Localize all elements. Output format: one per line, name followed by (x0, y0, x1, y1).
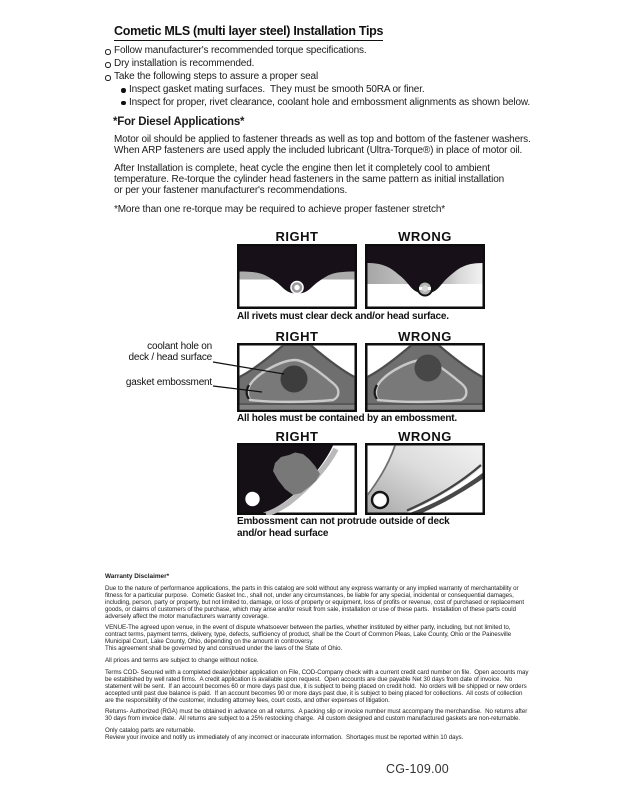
hole-wrong-diagram (365, 343, 485, 412)
legal-paragraph-6 (105, 727, 463, 741)
rivet-right-diagram (237, 244, 357, 309)
sub-tip-text: Inspect for proper, rivet clearance, coolant hole and embossment alignments as shown below. (129, 96, 531, 108)
embossment-right-diagram (237, 443, 357, 515)
tip-text: Take the following steps to assure a proper seal (114, 71, 319, 82)
legal-line: 30 days from invoice date. All returns are subject to a 25% restocking charge. All custom designed and custom manufactured gaskets are non-returnable. (105, 715, 521, 722)
callout-line: coolant hole on (147, 341, 212, 352)
bullet-icon (105, 75, 111, 81)
legal-line: are the responsibility of the customer, including attorney fees, court costs, and other expenses of litigation. (105, 697, 390, 704)
callout-gasket-embossment (100, 378, 212, 389)
legal-line: Review your invoice and notify us immediately of any incorrect or inaccurate information. Shortages must be reported within 10 days. (105, 734, 464, 741)
callout-coolant-hole (100, 342, 212, 363)
bullet-icon (105, 49, 111, 55)
paragraph-line: Motor oil should be applied to fastener threads as well as top and bottom of the fastener washers. (114, 134, 531, 145)
bullet-icon (105, 62, 111, 68)
diesel-paragraph-1 (114, 134, 531, 156)
coolant-hole (415, 355, 442, 382)
legal-line: be established by well rated firms. A credit application is available upon request. Open accounts are due payable Net 30 days from date of invoice. No (105, 676, 513, 683)
legal-line: Due to the nature of performance applications, the parts in this catalog are sold without any express warranty or any implied warranty of merchantability or (105, 585, 519, 592)
legal-line: including, person, party or property, but not limited to, damage, or loss of property or equipment, loss of profits or revenue, cost of purchased or replacement (105, 599, 525, 606)
legal-paragraph-1 (105, 585, 524, 620)
fig3-wrong-label: WRONG (398, 429, 452, 444)
diesel-paragraph-3 (114, 204, 445, 215)
caption-line: Embossment can not protrude outside of deck (237, 516, 450, 527)
fig2-wrong-label: WRONG (398, 329, 452, 344)
legal-line: All prices and terms are subject to change without notice. (105, 657, 259, 664)
legal-paragraph-4 (105, 669, 528, 704)
paragraph-line: or per your fastener manufacturer's recommendations. (114, 185, 348, 197)
legal-line: adversely affect the motor manufacturers warranty coverage. (105, 613, 269, 620)
fig1-right-label: RIGHT (275, 229, 319, 244)
legal-line: Terms COD- Secured with a completed dealer/jobber application on File, COD-Company check with a current credit card number on file. Open accounts may (105, 669, 529, 676)
legal-line: contract terms, payment terms, delivery, type, defects, sufficiency of product, shall be the Court of Common Pleas, Lake County, Ohio or the Painesville (105, 631, 512, 638)
legal-heading: Warranty Disclaimer* (105, 573, 170, 580)
rivet-wrong-diagram (365, 244, 485, 309)
fig1-wrong-label: WRONG (398, 229, 452, 244)
paragraph-line: When ARP fasteners are used apply the included lubricant (Ultra-Torque®) in place of motor oil. (114, 145, 523, 157)
bolt-hole (372, 492, 388, 508)
legal-paragraph-3 (105, 657, 259, 664)
sub-tip-text: Inspect gasket mating surfaces. They must be smooth 50RA or finer. (129, 84, 425, 95)
paragraph-line: *More than one re-torque may be required to achieve proper fastener stretch* (114, 204, 446, 215)
embossment-wrong-diagram (365, 443, 485, 515)
legal-line: Only catalog parts are returnable. (105, 727, 196, 734)
legal-line: Municipal Court, Lake County, Ohio, depending on the amount in controversy. (105, 638, 314, 645)
bolt-hole (245, 492, 259, 506)
callout-line: deck / head surface (128, 351, 212, 363)
page-title: Cometic MLS (multi layer steel) Installation Tips (114, 24, 383, 41)
legal-line: This agreement shall be governed by and construed under the laws of the State of Ohio. (105, 645, 343, 652)
legal-line: goods, or claims of customers of the purchase, which may arise and/or result from sale, installation or use of these parts. Installation of these parts could (105, 606, 516, 613)
legal-line: Returns- Authorized (RGA) must be obtained in advance on all returns. A packing slip or invoice number must accompany the merchandise. No returns after (105, 708, 528, 715)
fig2-right-label: RIGHT (275, 329, 319, 344)
sub-bullet-icon (121, 88, 126, 93)
legal-line: statement will be sent. If an account becomes 60 or more days past due, it is subject to being placed on credit hold. No orders will be shipped or new orders (105, 683, 527, 690)
fig2-caption: All holes must be contained by an embossment. (237, 413, 457, 424)
callout-line: gasket embossment (125, 377, 212, 388)
paragraph-line: After Installation is complete, heat cycle the engine then let it completely cool to ambient (114, 163, 490, 174)
tip-text: Follow manufacturer's recommended torque specifications. (114, 45, 367, 56)
legal-paragraph-2 (105, 624, 511, 652)
fig3-right-label: RIGHT (275, 429, 319, 444)
legal-line: VENUE-The agreed upon venue, in the event of dispute whatsoever between the parties, whether instituted by either party, including, but not limited to, (105, 624, 511, 631)
tip-text: Dry installation is recommended. (114, 58, 255, 69)
paragraph-line: temperature. Re-torque the cylinder head fasteners in the same pattern as initial installation (114, 174, 505, 186)
fig3-caption (237, 516, 450, 539)
legal-line: accepted until past due balance is paid. If an account becomes 90 or more days past due, it is subject to being placed for collections. All costs of collection (105, 690, 523, 697)
callout-leader-lines (210, 340, 370, 410)
sub-bullet-icon (121, 101, 126, 106)
legal-line: fitness for a particular purpose. Cometic Gasket Inc., shall not, under any circumstances, be liable for any special, incidental or consequential damages, (105, 592, 514, 599)
fig1-caption: All rivets must clear deck and/or head surface. (237, 311, 449, 322)
legal-paragraph-5 (105, 708, 527, 722)
caption-line: and/or head surface (237, 527, 329, 539)
page-code: CG-109.00 (386, 762, 449, 776)
diesel-paragraph-2 (114, 163, 504, 197)
diesel-heading: *For Diesel Applications* (113, 116, 245, 128)
